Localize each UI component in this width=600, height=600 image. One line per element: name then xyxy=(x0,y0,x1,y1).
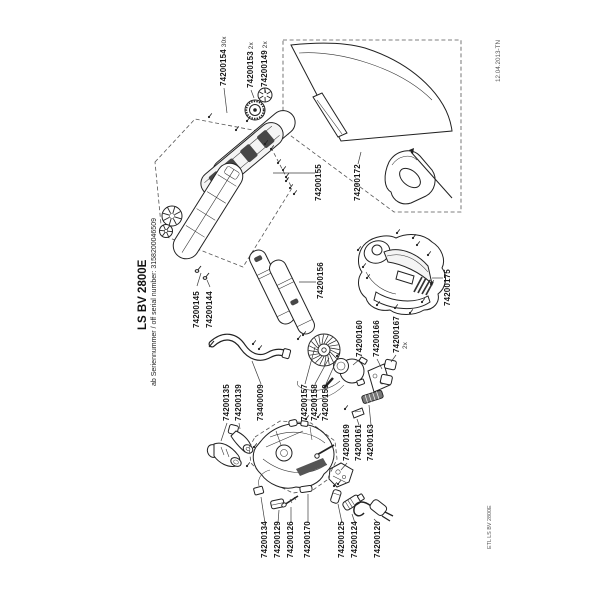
part-label-74200153: 74200153 2x xyxy=(246,42,255,88)
leader-74200163 xyxy=(369,405,371,425)
power-cord xyxy=(354,498,393,521)
main-housing xyxy=(253,419,334,493)
part-label-74200158: 74200158 xyxy=(310,384,319,421)
knob-pulley xyxy=(245,100,265,120)
part-label-74200126: 74200126 xyxy=(286,521,295,558)
part-label-74200124: 74200124 xyxy=(350,521,359,558)
screw-tick-11 xyxy=(252,340,256,345)
part-label-74200129: 74200129 xyxy=(273,521,282,558)
wheel-small xyxy=(160,225,173,238)
part-qty-74200167: 2x xyxy=(402,342,409,349)
grip-135 xyxy=(206,443,243,468)
part-label-74200139: 74200139 xyxy=(234,384,243,421)
leader-74200134 xyxy=(261,497,265,523)
part-label-74200135: 74200135 xyxy=(222,384,231,421)
part-label-74200172: 74200172 xyxy=(353,164,362,201)
part-label-74200155: 74200155 xyxy=(314,164,323,201)
leader-74200145 xyxy=(197,273,201,286)
page-title: LS BV 2800E xyxy=(137,259,149,330)
leader-74200125 xyxy=(338,504,342,523)
part-label-74200175: 74200175 xyxy=(443,269,452,306)
part-label-74200167: 74200167 xyxy=(392,316,401,353)
part-label-74200157: 74200157 xyxy=(300,384,309,421)
part-label-74200120: 74200120 xyxy=(373,521,382,558)
doc-code: ETL LS BV 2800E xyxy=(487,505,493,549)
switch-bracket xyxy=(329,463,353,487)
screw-tick-9 xyxy=(282,166,286,171)
leader-74200172 xyxy=(358,152,361,164)
part-label-74200163: 74200163 xyxy=(366,424,375,461)
screw-tick-7 xyxy=(246,117,250,122)
part-label-74200125: 74200125 xyxy=(337,521,346,558)
part-label-74200169: 74200169 xyxy=(342,424,351,461)
cable-clip xyxy=(352,408,364,418)
part-label-73400009: 73400009 xyxy=(256,384,265,421)
plug-prong-1 xyxy=(385,512,393,516)
screw-tick-23 xyxy=(396,229,400,234)
leader-74200153 xyxy=(251,90,254,98)
part-label-74200160: 74200160 xyxy=(355,320,364,357)
carry-handle xyxy=(385,151,435,204)
screw-tick-14 xyxy=(297,335,301,340)
leader-74200144 xyxy=(207,280,210,287)
part-label-74200166: 74200166 xyxy=(372,320,381,357)
screw-tick-12 xyxy=(258,345,262,350)
part-label-74200144: 74200144 xyxy=(205,291,214,328)
screw-tick-31 xyxy=(246,462,250,467)
plug-prong-2 xyxy=(382,516,390,521)
leader-74200161 xyxy=(357,419,359,425)
leader-74200154 xyxy=(224,88,227,113)
screw-tick-5 xyxy=(293,190,297,195)
carbon-brush xyxy=(361,390,383,404)
part-label-74200156: 74200156 xyxy=(316,262,325,299)
part-label-74200154: 74200154 30x xyxy=(219,36,228,86)
sleeve-125 xyxy=(330,489,342,504)
part-label-74200149: 74200149 2x xyxy=(260,41,269,87)
leader-73400009 xyxy=(252,361,261,384)
screw-tick-8 xyxy=(208,113,212,118)
date-code: 12.04.2013-TN xyxy=(495,39,502,82)
collection-bag xyxy=(291,43,452,141)
part-label-74200134: 74200134 xyxy=(260,521,269,558)
leader-74200139 xyxy=(239,423,240,429)
leader-74200129 xyxy=(278,510,279,523)
leader-74200135 xyxy=(221,423,227,441)
serial-note: ab Seriennummer / off serial number: 3158200046509 xyxy=(151,218,158,386)
screw-tick-10 xyxy=(285,173,289,178)
screws-145-144 xyxy=(195,266,209,279)
part-label-74200161: 74200161 xyxy=(354,424,363,461)
wheel-large xyxy=(162,206,182,226)
motor-housing xyxy=(359,235,446,315)
screw-tick-34 xyxy=(344,405,348,410)
part-label-74200145: 74200145 xyxy=(192,291,201,328)
part-label-74200170: 74200170 xyxy=(303,521,312,558)
part-label-74200159: 74200159 xyxy=(321,384,330,421)
suction-hose xyxy=(209,337,291,359)
